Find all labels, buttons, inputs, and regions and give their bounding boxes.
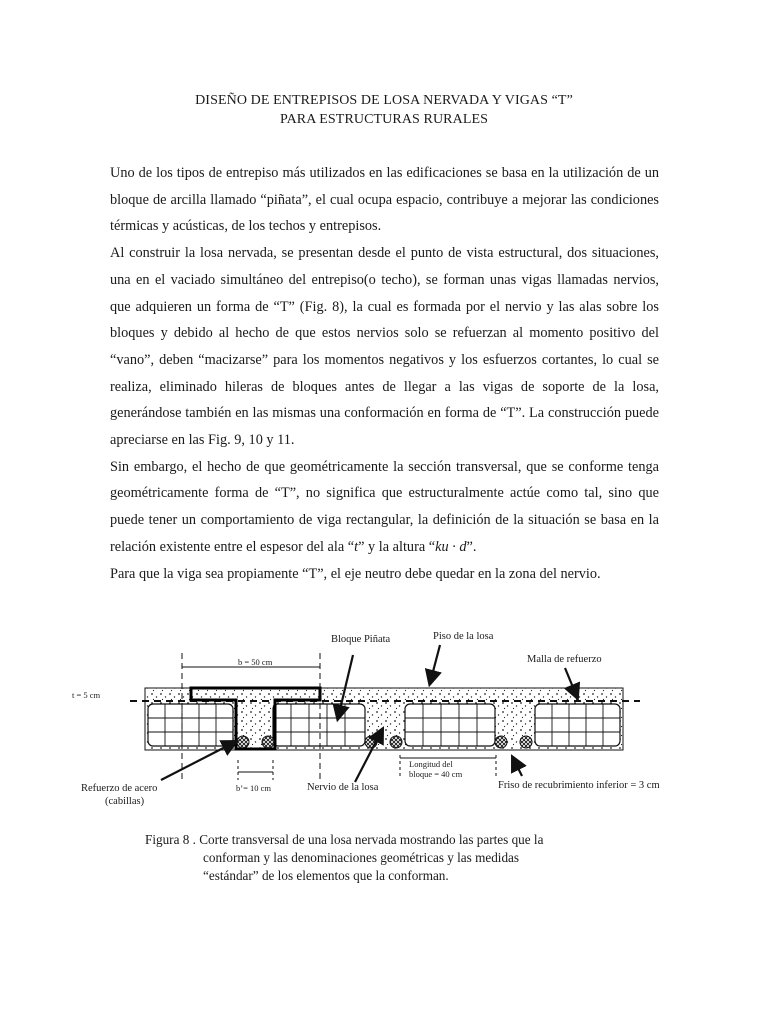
symbol-ku-d: ku · d bbox=[435, 538, 467, 555]
paragraph-3-mid: ” y la altura “ bbox=[358, 538, 436, 555]
label-piso-losa: Piso de la losa bbox=[433, 631, 494, 642]
caption-line-2: conforman y las denominaciones geométricas y las medidas bbox=[203, 850, 520, 865]
label-friso-recubrimiento: Friso de recubrimiento inferior = 3 cm bbox=[498, 780, 660, 791]
document-title bbox=[0, 91, 768, 129]
caption-line-1: Figura 8 . Corte transversal de una losa nervada mostrando las partes que la bbox=[145, 832, 544, 847]
body-text bbox=[110, 160, 659, 587]
paragraph-3 bbox=[110, 454, 659, 561]
label-cabillas: (cabillas) bbox=[105, 796, 145, 807]
title-line-1: DISEÑO DE ENTREPISOS DE LOSA NERVADA Y VIGAS “T” bbox=[195, 93, 573, 108]
paragraph-2: Al construir la losa nervada, se presentan desde el punto de vista estructural, dos situaciones, una en el vaciado simultáneo del entrepiso(o techo), se forman unas vigas llamadas nervios, que adquieren un forma de “T” (Fig. 8), la cual es formada por el nervio y las alas sobre los bloques y debido al hecho de que estos nervios solo se refuerzan al momento positivo del “vano”, deben “macizarse” para los momentos negativos y los esfuerzos cortantes, lo cual se realiza, eliminado hileras de bloques antes de llegar a las vigas de soporte de la losa, generándose también en las mismas una conformación en forma de “T”. La construcción puede apreciarse en las Fig. 9, 10 y 11. bbox=[110, 245, 659, 449]
label-refuerzo-acero: Refuerzo de acero bbox=[81, 783, 158, 794]
caption-line-3: “estándar” de los elementos que la conforman. bbox=[203, 868, 449, 883]
label-nervio-losa: Nervio de la losa bbox=[307, 782, 379, 793]
paragraph-3-text: Sin embargo, el hecho de que geométricamente la sección transversal, que se conforme tenga geométricamente forma de “T”, no significa que estructuralmente actúe como tal, sino que puede tener un comportamiento de viga rectangular, la definición de la situación se basa en la relación existente entre el espesor del ala “ bbox=[110, 458, 659, 555]
label-b-width: b = 50 cm bbox=[238, 657, 273, 667]
label-b-prime: b’= 10 cm bbox=[236, 783, 272, 793]
figure-caption bbox=[145, 831, 645, 885]
label-bloque-pinata: Bloque Piñata bbox=[331, 634, 391, 645]
figure-8-diagram bbox=[60, 620, 720, 820]
title-line-2: PARA ESTRUCTURAS RURALES bbox=[279, 112, 489, 127]
symbol-t: t bbox=[354, 538, 359, 555]
label-longitud-bloque-1: Longitud del bbox=[409, 759, 453, 769]
label-t-thickness: t = 5 cm bbox=[72, 690, 101, 700]
label-malla-refuerzo: Malla de refuerzo bbox=[527, 654, 602, 665]
paragraph-1: Uno de los tipos de entrepiso más utilizados en las edificaciones se basa en la utilización de un bloque de arcilla llamado “piñata”, el cual ocupa espacio, contribuye a mejorar las condiciones térmicas y acústicas, de los techos y entrepisos. bbox=[110, 165, 659, 235]
paragraph-3-end: ”. bbox=[466, 538, 477, 555]
paragraph-4: Para que la viga sea propiamente “T”, el eje neutro debe quedar en la zona del nervio. bbox=[110, 565, 601, 582]
label-longitud-bloque-2: bloque = 40 cm bbox=[409, 769, 463, 779]
